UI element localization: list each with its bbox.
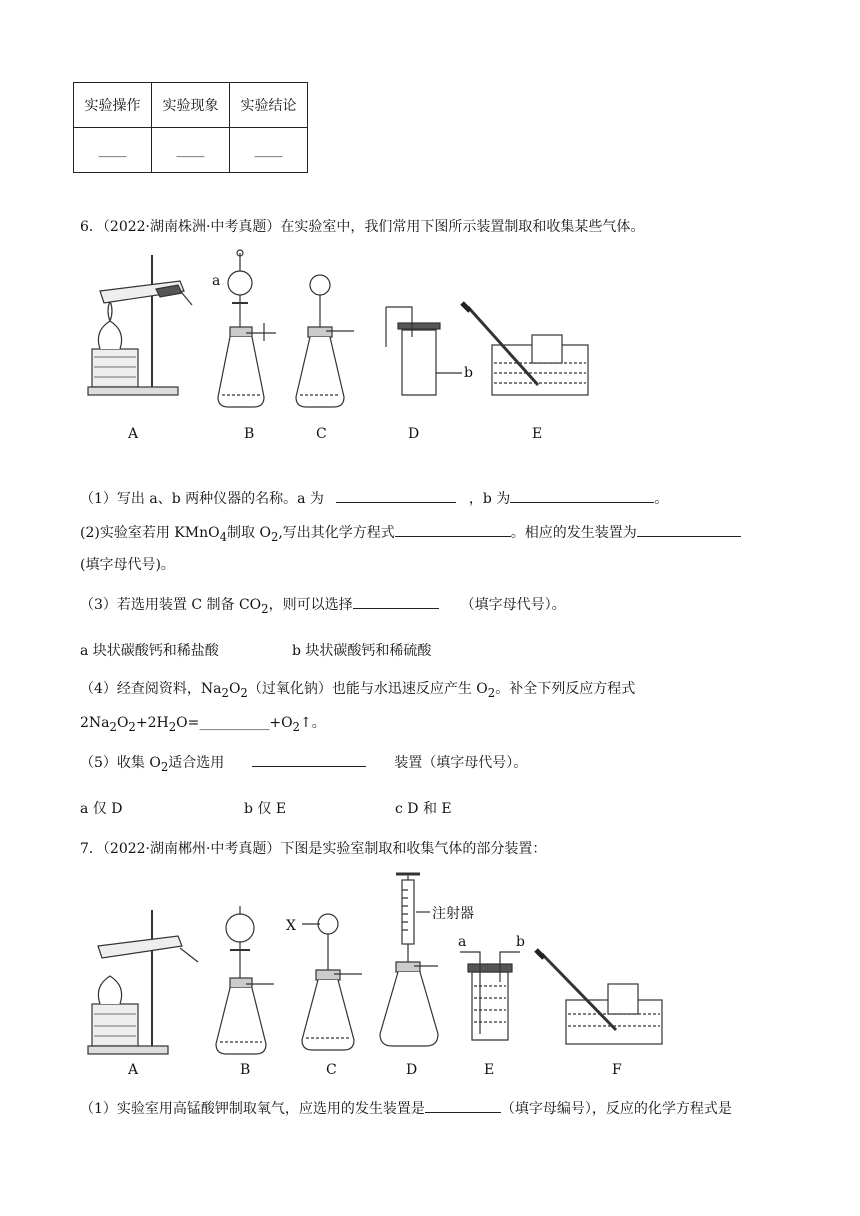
q6-option-5c: c D 和 E: [395, 801, 452, 817]
table-cell-blank: ____: [230, 128, 308, 173]
q7-apparatus-figure: [80, 866, 680, 1080]
answer-blank-a[interactable]: [336, 488, 456, 503]
q6-part-2-cont: (填字母代号)。: [80, 557, 175, 573]
q6-part-4: （4）经查阅资料，$Na_2O_2$（过氧化钠）也能与水迅速反应产生 $O_2$。补全下列反应方程式: [80, 681, 636, 700]
fig-label-e: E: [532, 426, 543, 442]
apparatus-e: [460, 952, 520, 1040]
answer-blank-equation[interactable]: [395, 522, 511, 537]
answer-blank-b[interactable]: [510, 488, 654, 503]
fig-label-d: D: [408, 426, 420, 442]
label-x: X: [286, 918, 296, 934]
answer-blank-device[interactable]: [637, 522, 741, 537]
question-7-stem: 7．（2022·湖南郴州·中考真题）下图是实验室制取和收集气体的部分装置：: [80, 841, 547, 857]
table-header-conclusion: 实验结论: [230, 83, 308, 128]
table-header-operation: 实验操作: [74, 83, 152, 128]
apparatus-b: [218, 250, 276, 407]
apparatus-a: [88, 255, 192, 395]
table-cell-blank[interactable]: ____: [74, 128, 152, 173]
q7-part-1: （1）实验室用高锰酸钾制取氧气，应选用的发生装置是 （填字母编号），反应的化学方程式是: [80, 1098, 732, 1118]
label-port-a: a: [458, 934, 467, 950]
apparatus-b: [216, 906, 274, 1054]
apparatus-a: [88, 910, 198, 1054]
q6-part-2: (2)实验室若用 KMnO$_4$制取 $O_2$,写出其化学方程式 。相应的发生装置为: [80, 522, 741, 544]
apparatus-c: [302, 914, 362, 1050]
fig-label-d: D: [406, 1062, 418, 1078]
q6-part-1: （1）写出 a、b 两种仪器的名称。a 为 ，b 为 。: [80, 488, 668, 508]
answer-blank-collect[interactable]: [252, 752, 366, 767]
apparatus-c: [296, 275, 354, 407]
fig-label-b: B: [244, 426, 255, 442]
fig-label-e: E: [484, 1062, 495, 1078]
q6-option-3a: a 块状碳酸钙和稀盐酸: [80, 643, 219, 659]
apparatus-e: [462, 303, 588, 395]
fig-label-c: C: [316, 426, 327, 442]
q6-equation: $2Na_2O_2+2H_2O=\_\_\_\_\_\_\_\_\_\_+O_2↑$。: [80, 715, 326, 734]
question-6-stem: 6．（2022·湖南株洲·中考真题）在实验室中，我们常用下图所示装置制取和收集某些气体。: [80, 219, 645, 235]
label-part-b: b: [464, 365, 473, 381]
apparatus-d: [386, 307, 462, 395]
q6-option-5a: a 仅 D: [80, 801, 123, 817]
answer-blank-device[interactable]: [425, 1098, 501, 1113]
fig-label-a: A: [128, 426, 139, 442]
apparatus-d: [380, 874, 438, 1046]
table-cell-blank[interactable]: ____: [152, 128, 230, 173]
fig-label-c: C: [326, 1062, 337, 1078]
label-port-b: b: [516, 934, 525, 950]
q6-apparatus-figure: [80, 245, 600, 445]
fig-label-b: B: [240, 1062, 251, 1078]
q6-part-3: （3）若选用装置 C 制备 $CO_2$，则可以选择 （填字母代号）。: [80, 594, 566, 616]
fig-label-a: A: [128, 1062, 139, 1078]
table-header-phenomenon: 实验现象: [152, 83, 230, 128]
apparatus-f: [536, 950, 662, 1044]
q6-part-5: （5）收集 $O_2$适合选用 装置（填字母代号）。: [80, 752, 527, 774]
label-syringe: 注射器: [432, 906, 474, 922]
q6-option-5b: b 仅 E: [244, 801, 287, 817]
label-part-a: a: [212, 273, 221, 289]
experiment-table: [73, 82, 308, 173]
answer-blank-reagent[interactable]: [353, 594, 439, 609]
fig-label-f: F: [612, 1062, 622, 1078]
q6-option-3b: b 块状碳酸钙和稀硫酸: [292, 643, 432, 659]
